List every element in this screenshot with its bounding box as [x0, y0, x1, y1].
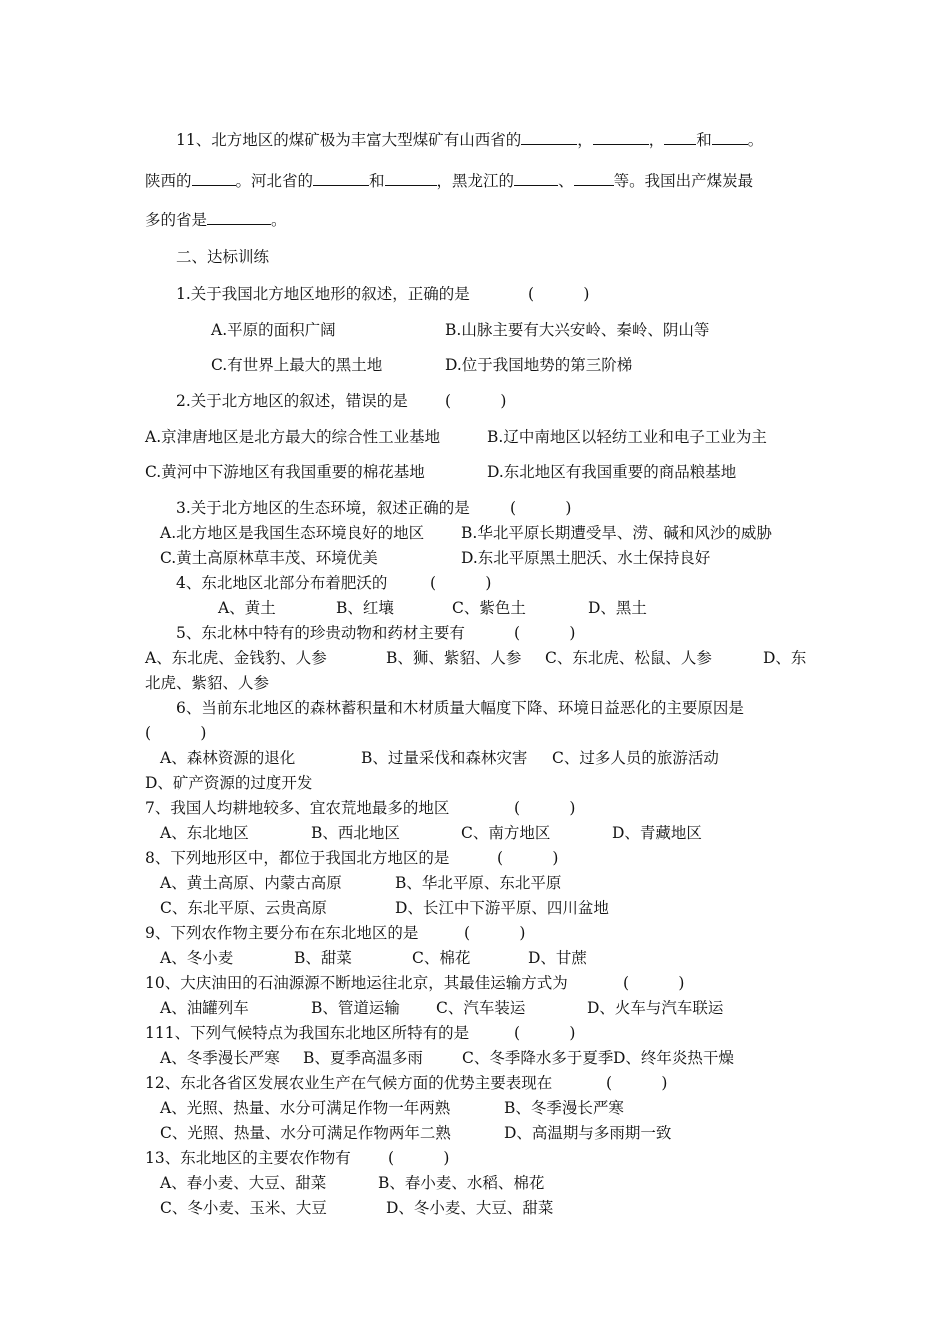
option-b[interactable]: B.华北平原长期遭受旱、涝、碱和风沙的威胁	[461, 524, 772, 542]
option-c[interactable]: C、光照、热量、水分可满足作物两年二熟	[160, 1124, 451, 1142]
option-d[interactable]: D、冬小麦、大豆、甜菜	[386, 1199, 554, 1217]
answer-blank[interactable]	[192, 170, 236, 186]
option-a[interactable]: A、东北虎、金钱豹、人参	[145, 649, 327, 667]
option-b[interactable]: B、夏季高温多雨	[303, 1049, 423, 1067]
option-d[interactable]: D、甘蔗	[528, 949, 587, 967]
option-b[interactable]: B、红壤	[336, 599, 394, 617]
option-a[interactable]: A、冬季漫长严寒	[160, 1049, 280, 1067]
question-stem: 2.关于北方地区的叙述，错误的是	[176, 392, 408, 410]
option-b[interactable]: B.山脉主要有大兴安岭、秦岭、阴山等	[445, 321, 710, 339]
option-c[interactable]: C、过多人员的旅游活动	[552, 749, 719, 767]
q11-text: 陕西的	[145, 172, 192, 190]
option-d[interactable]: D、终年炎热干燥	[613, 1049, 734, 1067]
option-b[interactable]: B、华北平原、东北平原	[395, 874, 562, 892]
option-a[interactable]: A、森林资源的退化	[160, 749, 296, 767]
answer-blank[interactable]	[593, 129, 649, 145]
option-a[interactable]: A、光照、热量、水分可满足作物一年两熟	[160, 1099, 451, 1117]
answer-bracket[interactable]: ( )	[528, 285, 590, 303]
q11-text: 等。我国出产煤炭最	[613, 172, 754, 190]
option-c[interactable]: C、冬小麦、玉米、大豆	[160, 1199, 327, 1217]
option-d[interactable]: D、东	[763, 649, 807, 667]
option-d[interactable]: D、火车与汽车联运	[587, 999, 724, 1017]
option-a[interactable]: A、东北地区	[160, 824, 249, 842]
question-stem: 8、下列地形区中，都位于我国北方地区的是	[145, 849, 450, 867]
q11-text: 11、北方地区的煤矿极为丰富大型煤矿有山西省的	[176, 131, 522, 149]
answer-blank[interactable]	[521, 129, 577, 145]
answer-bracket[interactable]: ( )	[514, 799, 576, 817]
q11-text: ，黑龙江的	[436, 172, 515, 190]
q11-text: 多的省是	[145, 211, 208, 229]
option-d[interactable]: D、青藏地区	[612, 824, 702, 842]
q11-text: 。	[747, 131, 764, 149]
question-stem: 7、我国人均耕地较多、宜农荒地最多的地区	[145, 799, 450, 817]
option-a[interactable]: A、冬小麦	[160, 949, 234, 967]
option-c[interactable]: C、东北平原、云贵高原	[160, 899, 327, 917]
q11-text: ，	[648, 131, 665, 149]
option-b[interactable]: B、过量采伐和森林灾害	[361, 749, 528, 767]
option-a[interactable]: A.北方地区是我国生态环境良好的地区	[160, 524, 425, 542]
option-d[interactable]: D.东北地区有我国重要的商品粮基地	[487, 463, 737, 481]
answer-bracket[interactable]: ( )	[623, 974, 685, 992]
question-stem: 10、大庆油田的石油源源不断地运往北京，其最佳运输方式为	[145, 974, 568, 992]
option-d[interactable]: D.东北平原黑土肥沃、水土保持良好	[461, 549, 711, 567]
q11-text: 和	[369, 172, 385, 190]
option-c[interactable]: C.有世界上最大的黑土地	[211, 356, 383, 374]
option-c[interactable]: C、南方地区	[461, 824, 551, 842]
section-title: 二、达标训练	[176, 248, 270, 266]
q11-text: 。	[271, 211, 287, 229]
answer-blank[interactable]	[313, 170, 369, 186]
answer-blank[interactable]	[207, 209, 271, 225]
option-c[interactable]: C.黄土高原林草丰茂、环境优美	[160, 549, 378, 567]
question-stem: 6、当前东北地区的森林蓄积量和木材质量大幅度下降、环境日益恶化的主要原因是	[176, 699, 744, 717]
question-stem: 3.关于北方地区的生态环境，叙述正确的是	[176, 499, 470, 517]
option-d[interactable]: D、高温期与多雨期一致	[504, 1124, 672, 1142]
question-stem: 13、东北地区的主要农作物有	[145, 1149, 351, 1167]
option-d[interactable]: D.位于我国地势的第三阶梯	[445, 356, 633, 374]
option-b[interactable]: B、西北地区	[311, 824, 400, 842]
answer-blank[interactable]	[574, 170, 614, 186]
option-d[interactable]: D、黑土	[588, 599, 647, 617]
answer-bracket[interactable]: ( )	[510, 499, 572, 517]
option-c[interactable]: C、棉花	[412, 949, 471, 967]
option-a[interactable]: A.京津唐地区是北方最大的综合性工业基地	[145, 428, 441, 446]
question-stem: 5、东北林中特有的珍贵动物和药材主要有	[176, 624, 465, 642]
answer-bracket[interactable]: ( )	[445, 392, 507, 410]
answer-blank[interactable]	[712, 129, 748, 145]
option-a[interactable]: A、春小麦、大豆、甜菜	[160, 1174, 327, 1192]
answer-bracket[interactable]: ( )	[145, 724, 207, 742]
option-a[interactable]: A、油罐列车	[160, 999, 249, 1017]
option-b[interactable]: B、春小麦、水稻、棉花	[378, 1174, 545, 1192]
answer-blank[interactable]	[664, 129, 696, 145]
option-a[interactable]: A、黄土	[218, 599, 276, 617]
question-stem: 111、下列气候特点为我国东北地区所特有的是	[145, 1024, 470, 1042]
option-b[interactable]: B、冬季漫长严寒	[504, 1099, 624, 1117]
answer-blank[interactable]	[514, 170, 558, 186]
option-d[interactable]: D、矿产资源的过度开发	[145, 774, 313, 792]
answer-bracket[interactable]: ( )	[497, 849, 559, 867]
option-a[interactable]: A.平原的面积广阔	[211, 321, 336, 339]
option-d-continued[interactable]: 北虎、紫貂、人参	[145, 674, 270, 692]
option-c[interactable]: C.黄河中下游地区有我国重要的棉花基地	[145, 463, 425, 481]
answer-bracket[interactable]: ( )	[464, 924, 526, 942]
answer-bracket[interactable]: ( )	[606, 1074, 668, 1092]
q11-line-2	[145, 170, 753, 191]
question-stem: 4、东北地区北部分布着肥沃的	[176, 574, 388, 592]
q11-text: ，	[577, 131, 593, 149]
q11-text: 、	[558, 172, 574, 190]
option-c[interactable]: C、东北虎、松鼠、人参	[545, 649, 712, 667]
option-b[interactable]: B、狮、紫貂、人参	[386, 649, 522, 667]
question-stem: 9、下列农作物主要分布在东北地区的是	[145, 924, 419, 942]
option-c[interactable]: C、紫色土	[452, 599, 526, 617]
answer-blank[interactable]	[385, 170, 437, 186]
option-a[interactable]: A、黄土高原、内蒙古高原	[160, 874, 342, 892]
answer-bracket[interactable]: ( )	[514, 624, 576, 642]
q11-text: 。河北省的	[235, 172, 314, 190]
option-d[interactable]: D、长江中下游平原、四川盆地	[395, 899, 609, 917]
q11-text: 和	[696, 131, 712, 149]
option-b[interactable]: B、管道运输	[311, 999, 400, 1017]
answer-bracket[interactable]: ( )	[514, 1024, 576, 1042]
option-c[interactable]: C、冬季降水多于夏季	[462, 1049, 614, 1067]
option-b[interactable]: B、甜菜	[294, 949, 352, 967]
question-stem: 12、东北各省区发展农业生产在气候方面的优势主要表现在	[145, 1074, 553, 1092]
answer-bracket[interactable]: ( )	[430, 574, 492, 592]
q11-line-3	[145, 209, 287, 230]
q11-line-1	[176, 129, 763, 150]
question-stem: 1.关于我国北方地区地形的叙述，正确的是	[176, 285, 470, 303]
option-b[interactable]: B.辽中南地区以轻纺工业和电子工业为主	[487, 428, 767, 446]
answer-bracket[interactable]: ( )	[388, 1149, 450, 1167]
option-c[interactable]: C、汽车装运	[436, 999, 526, 1017]
